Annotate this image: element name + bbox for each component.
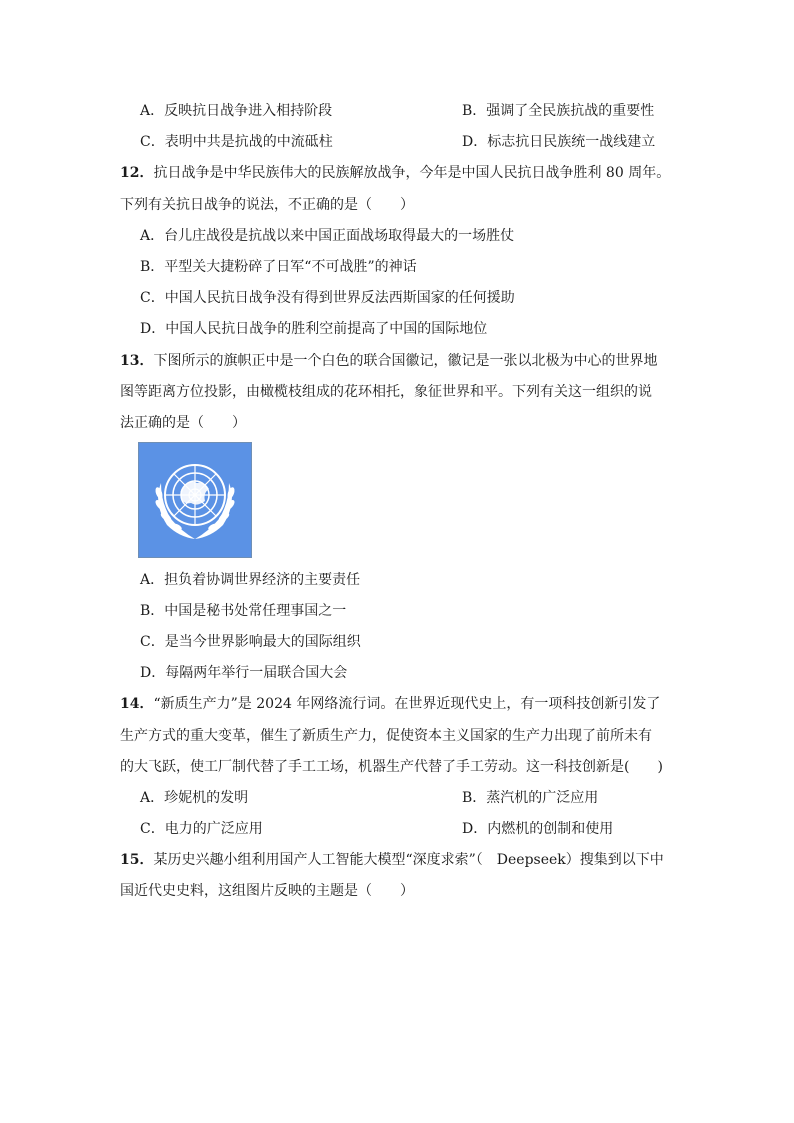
q14-stem-line-1 xyxy=(120,694,660,714)
q14-option-d: D．内燃机的创制和使用 xyxy=(462,821,614,837)
q13-option-d: D．每隔两年举行一届联合国大会 xyxy=(140,665,348,681)
q13-stem-text: 下图所示的旗帜正中是一个白色的联合国徽记，徽记是一张以北极为中心的世界地 xyxy=(153,353,658,369)
q13-stem-line-3: 法正确的是（ ） xyxy=(120,415,246,431)
q12-stem-line-1 xyxy=(120,163,670,183)
q13-option-a: A．担负着协调世界经济的主要责任 xyxy=(140,572,361,588)
q14-stem-line-3: 的大飞跃，使工厂制代替了手工工场，机器生产代替了手工劳动。这一科技创新是( ) xyxy=(120,759,663,775)
q12-stem-text: 抗日战争是中华民族伟大的民族解放战争，今年是中国人民抗日战争胜利 80 周年。 xyxy=(153,165,671,181)
q11-option-d: D．标志抗日民族统一战线建立 xyxy=(462,134,656,150)
q14-option-c: C．电力的广泛应用 xyxy=(140,821,263,837)
q14-stem-text: “新质生产力”是 2024 年网络流行词。在世界近现代史上，有一项科技创新引发了 xyxy=(153,696,661,712)
q15-stem-line-1 xyxy=(120,850,664,870)
un-flag-image xyxy=(138,442,252,558)
q11-option-b: B．强调了全民族抗战的重要性 xyxy=(462,103,655,119)
q11-option-a: A．反映抗日战争进入相持阶段 xyxy=(140,103,333,119)
q11-option-c: C．表明中共是抗战的中流砥柱 xyxy=(140,134,333,150)
q13-option-b: B．中国是秘书处常任理事国之一 xyxy=(140,603,347,619)
q14-number: 14． xyxy=(120,696,154,712)
q13-stem-line-1 xyxy=(120,351,657,371)
q14-stem-line-2: 生产方式的重大变革，催生了新质生产力，促使资本主义国家的生产力出现了前所未有 xyxy=(120,728,652,744)
q13-number: 13． xyxy=(120,353,154,369)
q12-option-c: C．中国人民抗日战争没有得到世界反法西斯国家的任何援助 xyxy=(140,290,515,306)
un-emblem-icon xyxy=(139,443,251,557)
q14-option-a: A．珍妮机的发明 xyxy=(140,790,249,806)
q13-stem-line-2: 图等距离方位投影，由橄榄枝组成的花环相托，象征世界和平。下列有关这一组织的说 xyxy=(120,384,652,400)
q15-stem-text: 某历史兴趣小组利用国产人工智能大模型“深度求索”（ Deepseek）搜集到以下中 xyxy=(153,852,664,868)
q12-option-b: B．平型关大捷粉碎了日军“不可战胜”的神话 xyxy=(140,259,417,275)
q12-number: 12． xyxy=(120,165,154,181)
q14-option-b: B．蒸汽机的广泛应用 xyxy=(462,790,599,806)
q15-stem-line-2: 国近代史史料，这组图片反映的主题是（ ） xyxy=(120,883,414,899)
q12-option-d: D．中国人民抗日战争的胜利空前提高了中国的国际地位 xyxy=(140,321,488,337)
q13-option-c: C．是当今世界影响最大的国际组织 xyxy=(140,634,361,650)
q12-option-a: A．台儿庄战役是抗战以来中国正面战场取得最大的一场胜仗 xyxy=(140,228,515,244)
q15-number: 15． xyxy=(120,852,154,868)
q12-stem-line-2: 下列有关抗日战争的说法，不正确的是（ ） xyxy=(120,197,414,213)
